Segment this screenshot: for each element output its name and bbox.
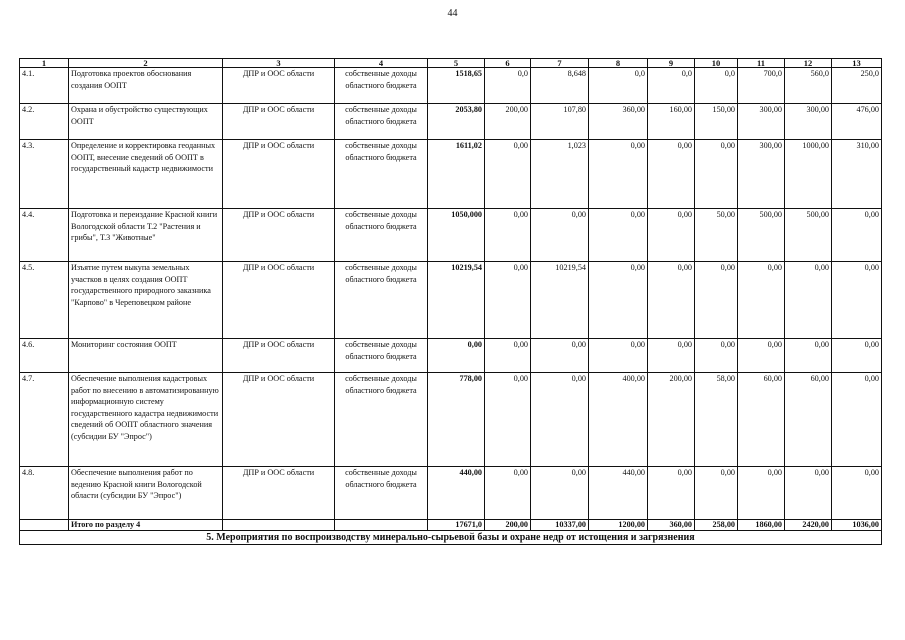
value-col6: 0,00 <box>485 262 531 339</box>
value-col11: 500,00 <box>738 209 785 262</box>
value-col13: 0,00 <box>832 262 882 339</box>
row-responsible: ДПР и ООС области <box>223 140 335 209</box>
total-empty-cell <box>20 520 69 531</box>
value-col6: 0,00 <box>485 209 531 262</box>
value-col9: 0,00 <box>648 140 695 209</box>
value-col5: 1611,02 <box>428 140 485 209</box>
value-col6: 0,00 <box>485 339 531 373</box>
section-title: 5. Мероприятия по воспроизводству минерально-сырьевой базы и охране недр от истощения и загрязнения <box>20 531 882 545</box>
header-cell: 6 <box>485 59 531 68</box>
value-col8: 400,00 <box>589 373 648 467</box>
value-col8: 360,00 <box>589 104 648 140</box>
value-col10: 0,00 <box>695 339 738 373</box>
value-col6: 0,0 <box>485 68 531 104</box>
value-col10: 0,00 <box>695 467 738 520</box>
row-name: Определение и корректировка геоданных ООПТ, внесение сведений об ООПТ в государственный кадастр недвижимости <box>69 140 223 209</box>
value-col10: 0,00 <box>695 140 738 209</box>
value-col7: 107,80 <box>531 104 589 140</box>
value-col10: 50,00 <box>695 209 738 262</box>
row-responsible: ДПР и ООС области <box>223 373 335 467</box>
value-col7: 0,00 <box>531 467 589 520</box>
row-funding-source: собственные доходы областного бюджета <box>335 467 428 520</box>
row-funding-source: собственные доходы областного бюджета <box>335 140 428 209</box>
row-name: Обеспечение выполнения работ по ведению Красной книги Вологодской области (субсидии БУ "Эпрос") <box>69 467 223 520</box>
value-col7: 10219,54 <box>531 262 589 339</box>
value-col13: 0,00 <box>832 339 882 373</box>
header-cell: 12 <box>785 59 832 68</box>
row-responsible: ДПР и ООС области <box>223 209 335 262</box>
row-name: Подготовка и переиздание Красной книги Вологодской области Т.2 "Растения и грибы", Т.3 "Животные" <box>69 209 223 262</box>
value-col12: 560,0 <box>785 68 832 104</box>
value-col8: 0,0 <box>589 68 648 104</box>
value-col8: 0,00 <box>589 339 648 373</box>
total-empty-cell <box>335 520 428 531</box>
value-col12: 500,00 <box>785 209 832 262</box>
row-number: 4.5. <box>20 262 69 339</box>
value-col7: 8,648 <box>531 68 589 104</box>
total-value-v8: 1200,00 <box>589 520 648 531</box>
row-number: 4.7. <box>20 373 69 467</box>
value-col11: 0,00 <box>738 262 785 339</box>
value-col5: 10219,54 <box>428 262 485 339</box>
value-col12: 0,00 <box>785 467 832 520</box>
row-name: Охрана и обустройство существующих ООПТ <box>69 104 223 140</box>
value-col8: 0,00 <box>589 140 648 209</box>
value-col10: 0,00 <box>695 262 738 339</box>
header-cell: 7 <box>531 59 589 68</box>
value-col6: 0,00 <box>485 467 531 520</box>
row-responsible: ДПР и ООС области <box>223 262 335 339</box>
value-col7: 0,00 <box>531 209 589 262</box>
header-cell: 11 <box>738 59 785 68</box>
row-funding-source: собственные доходы областного бюджета <box>335 104 428 140</box>
value-col7: 0,00 <box>531 339 589 373</box>
value-col9: 200,00 <box>648 373 695 467</box>
row-name: Мониторинг состояния ООПТ <box>69 339 223 373</box>
header-cell: 13 <box>832 59 882 68</box>
row-number: 4.2. <box>20 104 69 140</box>
value-col7: 0,00 <box>531 373 589 467</box>
value-col13: 0,00 <box>832 467 882 520</box>
value-col13: 0,00 <box>832 209 882 262</box>
value-col9: 0,0 <box>648 68 695 104</box>
value-col12: 0,00 <box>785 339 832 373</box>
header-cell: 2 <box>69 59 223 68</box>
value-col7: 1,023 <box>531 140 589 209</box>
value-col5: 0,00 <box>428 339 485 373</box>
program-table <box>19 58 882 545</box>
header-cell: 5 <box>428 59 485 68</box>
value-col9: 160,00 <box>648 104 695 140</box>
value-col10: 0,0 <box>695 68 738 104</box>
value-col9: 0,00 <box>648 467 695 520</box>
value-col11: 0,00 <box>738 339 785 373</box>
row-number: 4.6. <box>20 339 69 373</box>
header-cell: 8 <box>589 59 648 68</box>
value-col9: 0,00 <box>648 339 695 373</box>
table-row <box>20 140 882 209</box>
value-col10: 58,00 <box>695 373 738 467</box>
row-name: Обеспечение выполнения кадастровых работ по внесению в автоматизированную информационную систему государственного кадастра недвижимости сведений об ООПТ областного значения (субсидии БУ "Эпрос") <box>69 373 223 467</box>
value-col11: 700,0 <box>738 68 785 104</box>
header-cell: 4 <box>335 59 428 68</box>
total-value-v13: 1036,00 <box>832 520 882 531</box>
value-col11: 300,00 <box>738 104 785 140</box>
value-col12: 0,00 <box>785 262 832 339</box>
row-responsible: ДПР и ООС области <box>223 339 335 373</box>
value-col5: 2053,80 <box>428 104 485 140</box>
total-label: Итого по разделу 4 <box>69 520 223 531</box>
row-responsible: ДПР и ООС области <box>223 467 335 520</box>
section-title-row <box>20 531 882 545</box>
value-col12: 60,00 <box>785 373 832 467</box>
row-funding-source: собственные доходы областного бюджета <box>335 68 428 104</box>
row-number: 4.4. <box>20 209 69 262</box>
total-value-v12: 2420,00 <box>785 520 832 531</box>
table-row <box>20 467 882 520</box>
header-cell: 1 <box>20 59 69 68</box>
value-col5: 440,00 <box>428 467 485 520</box>
row-number: 4.1. <box>20 68 69 104</box>
row-funding-source: собственные доходы областного бюджета <box>335 209 428 262</box>
header-cell: 10 <box>695 59 738 68</box>
header-cell: 3 <box>223 59 335 68</box>
value-col12: 1000,00 <box>785 140 832 209</box>
table-row <box>20 339 882 373</box>
total-row <box>20 520 882 531</box>
row-funding-source: собственные доходы областного бюджета <box>335 262 428 339</box>
total-value-v7: 10337,00 <box>531 520 589 531</box>
value-col5: 778,00 <box>428 373 485 467</box>
value-col13: 250,0 <box>832 68 882 104</box>
value-col13: 310,00 <box>832 140 882 209</box>
row-responsible: ДПР и ООС области <box>223 104 335 140</box>
table-row <box>20 209 882 262</box>
value-col6: 0,00 <box>485 140 531 209</box>
row-name: Подготовка проектов обоснования создания ООПТ <box>69 68 223 104</box>
value-col11: 300,00 <box>738 140 785 209</box>
value-col13: 0,00 <box>832 373 882 467</box>
row-responsible: ДПР и ООС области <box>223 68 335 104</box>
total-empty-cell <box>223 520 335 531</box>
value-col9: 0,00 <box>648 262 695 339</box>
value-col6: 200,00 <box>485 104 531 140</box>
row-funding-source: собственные доходы областного бюджета <box>335 373 428 467</box>
value-col12: 300,00 <box>785 104 832 140</box>
value-col8: 0,00 <box>589 262 648 339</box>
table-row <box>20 68 882 104</box>
value-col5: 1050,000 <box>428 209 485 262</box>
row-name: Изъятие путем выкупа земельных участков в целях создания ООПТ государственного природного заказника "Карпово" в Череповецком районе <box>69 262 223 339</box>
value-col11: 0,00 <box>738 467 785 520</box>
table-row <box>20 262 882 339</box>
total-value-v11: 1860,00 <box>738 520 785 531</box>
value-col11: 60,00 <box>738 373 785 467</box>
total-value-v9: 360,00 <box>648 520 695 531</box>
total-value-v5: 17671,0 <box>428 520 485 531</box>
value-col13: 476,00 <box>832 104 882 140</box>
total-value-v10: 258,00 <box>695 520 738 531</box>
value-col5: 1518,65 <box>428 68 485 104</box>
value-col10: 150,00 <box>695 104 738 140</box>
header-cell: 9 <box>648 59 695 68</box>
row-funding-source: собственные доходы областного бюджета <box>335 339 428 373</box>
value-col8: 440,00 <box>589 467 648 520</box>
table-body <box>20 59 882 545</box>
table-row <box>20 373 882 467</box>
table-row <box>20 104 882 140</box>
page-number: 44 <box>447 8 458 19</box>
value-col9: 0,00 <box>648 209 695 262</box>
row-number: 4.8. <box>20 467 69 520</box>
total-value-v6: 200,00 <box>485 520 531 531</box>
column-number-header <box>20 59 882 68</box>
value-col8: 0,00 <box>589 209 648 262</box>
row-number: 4.3. <box>20 140 69 209</box>
value-col6: 0,00 <box>485 373 531 467</box>
